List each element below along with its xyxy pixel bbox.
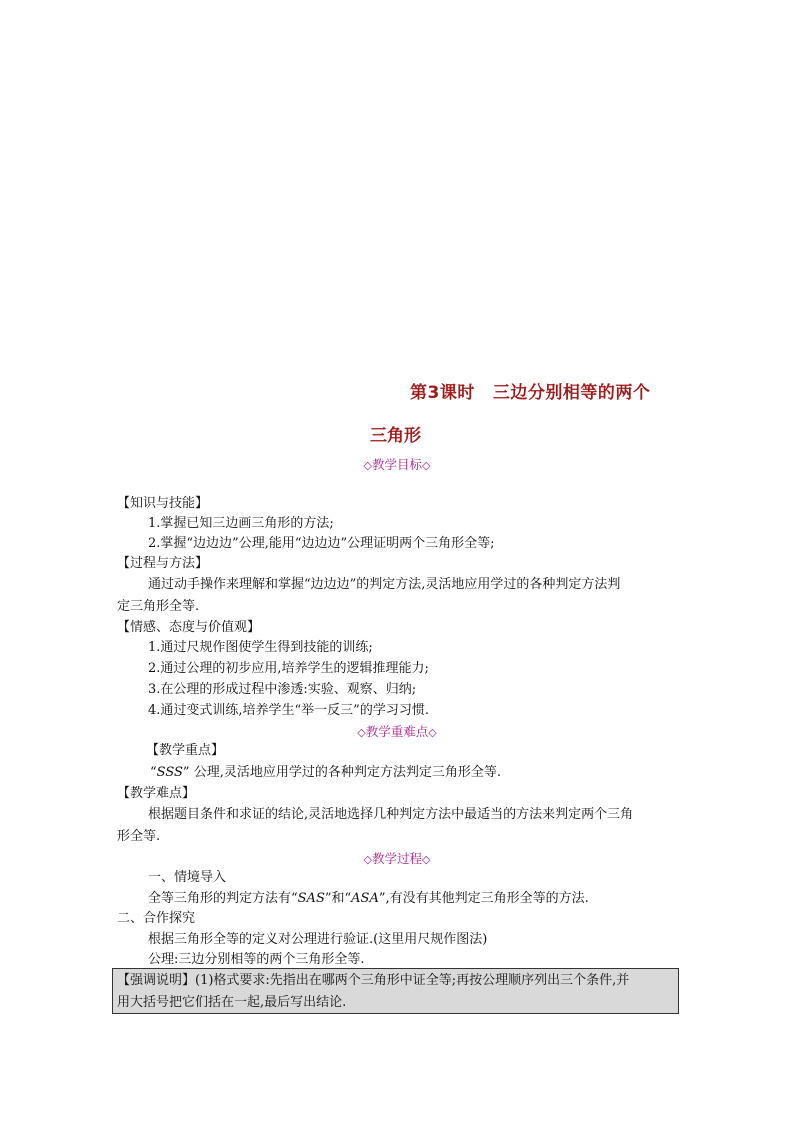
knowledge-item: 1.掌握已知三边画三角形的方法;	[148, 516, 334, 531]
key-heading: 【教学重点】	[146, 743, 225, 758]
emphasis-note-line: 【强调说明】(1)格式要求:先指出在哪两个三角形中证全等;再按公理顺序列出三个条件,并	[117, 973, 630, 988]
step1-text: 全等三角形的判定方法有“SAS”和“ASA”,有没有其他判定三角形全等的方法.	[148, 891, 589, 906]
emotion-item: 1.通过尺规作图使学生得到技能的训练;	[148, 640, 373, 655]
emotion-item: 3.在公理的形成过程中渗透:实验、观察、归纳;	[148, 682, 417, 697]
process-method-text: 通过动手操作来理解和掌握“边边边”的判定方法,灵活地应用学过的各种判定方法判	[148, 577, 621, 592]
knowledge-item: 2.掌握“边边边”公理,能用“边边边”公理证明两个三角形全等;	[148, 536, 495, 551]
step1-heading: 一、情境导入	[148, 870, 227, 885]
section-goals-heading: ◇教学目标◇	[363, 457, 431, 472]
diamond-icon: ◇	[363, 459, 372, 472]
lesson-title-part2: 三角形	[370, 426, 421, 446]
step2-heading: 二、合作探究	[117, 911, 196, 926]
asa-label: ASA	[351, 891, 379, 906]
emotion-heading: 【情感、态度与价值观】	[117, 620, 261, 635]
diamond-icon: ◇	[428, 726, 437, 739]
step2-text: 公理:三边分别相等的两个三角形全等.	[148, 952, 365, 967]
emotion-item: 2.通过公理的初步应用,培养学生的逻辑推理能力;	[148, 661, 429, 676]
emphasis-note-box	[112, 968, 679, 1014]
process-method-text: 定三角形全等.	[117, 599, 200, 614]
emotion-item: 4.通过变式训练,培养学生“举一反三”的学习习惯.	[148, 703, 429, 718]
diamond-icon: ◇	[363, 853, 372, 866]
key-text: “SSS” 公理,灵活地应用学过的各种判定方法判定三角形全等.	[150, 765, 501, 780]
lesson-title-part1: 三边分别相等的两个	[492, 383, 651, 403]
step2-text: 根据三角形全等的定义对公理进行验证.(这里用尺规作图法)	[148, 932, 488, 947]
sas-label: SAS	[297, 891, 325, 906]
difficult-text: 根据题目条件和求证的结论,灵活地选择几种判定方法中最适当的方法来判定两个三角	[148, 807, 634, 822]
sss-label: SSS	[156, 765, 183, 780]
lesson-title	[410, 378, 650, 403]
section-key-heading: ◇教学重难点◇	[357, 724, 437, 739]
diamond-icon: ◇	[422, 459, 431, 472]
diamond-icon: ◇	[357, 726, 366, 739]
lesson-number: 第3课时	[410, 383, 475, 403]
difficult-heading: 【教学难点】	[117, 786, 196, 801]
difficult-text: 形全等.	[117, 829, 161, 844]
diamond-icon: ◇	[422, 853, 431, 866]
knowledge-heading: 【知识与技能】	[117, 496, 209, 511]
section-process-heading: ◇教学过程◇	[363, 851, 431, 866]
emphasis-note-line: 用大括号把它们括在一起,最后写出结论.	[117, 995, 347, 1010]
process-method-heading: 【过程与方法】	[117, 556, 209, 571]
